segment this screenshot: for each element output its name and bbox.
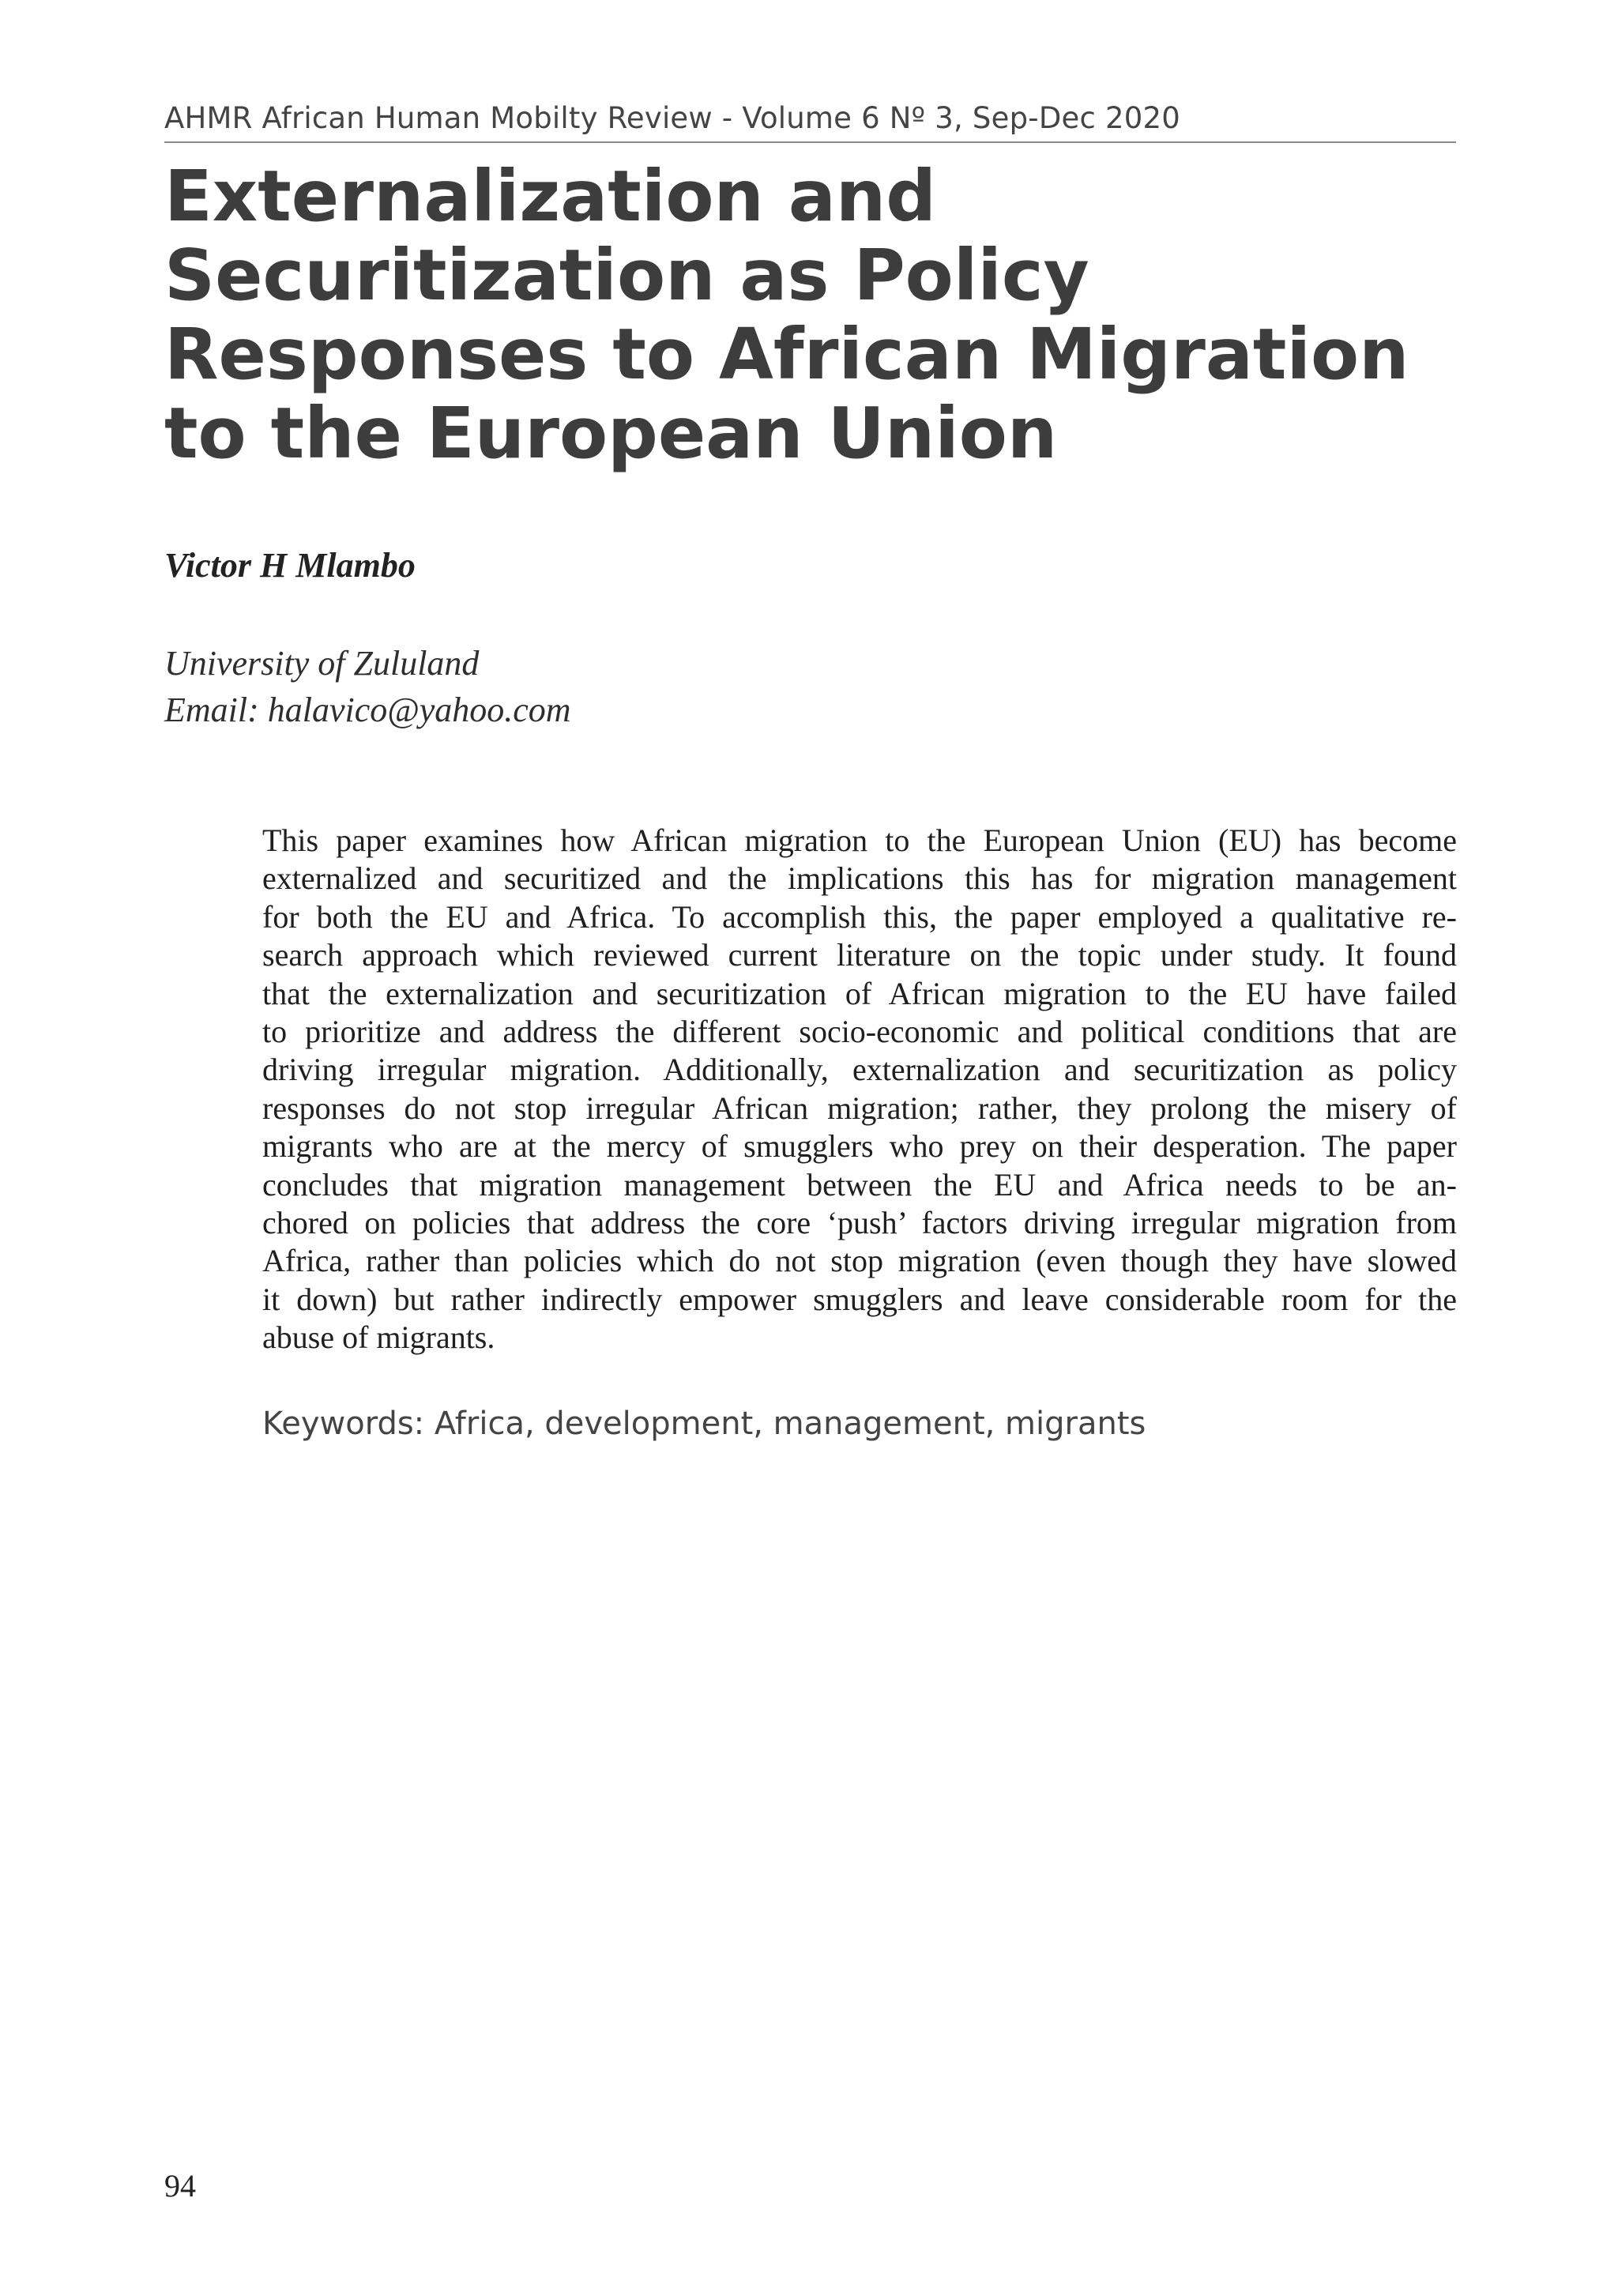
- page-number: 94: [164, 2168, 196, 2204]
- abstract-line: externalized and securitized and the implications this has for migration management: [262, 860, 1457, 897]
- title-line: Responses to African Migration: [164, 313, 1409, 395]
- abstract-line: for both the EU and Africa. To accomplish this, the paper employed a qualitative re-: [262, 898, 1457, 935]
- abstract-line: concludes that migration management between the EU and Africa needs to be an-: [262, 1166, 1457, 1203]
- abstract-line: abuse of migrants.: [262, 1319, 495, 1356]
- title-line: Securitization as Policy: [164, 234, 1089, 316]
- title-line: to the European Union: [164, 392, 1058, 474]
- abstract-line: to prioritize and address the different socio-economic and political conditions that are: [262, 1014, 1457, 1050]
- abstract-line: chored on policies that address the core ‘push’ factors driving irregular migration from: [262, 1205, 1457, 1241]
- abstract-line: that the externalization and securitization of African migration to the EU have failed: [262, 975, 1457, 1011]
- article-title: [164, 156, 1507, 472]
- abstract-line: This paper examines how African migration to the European Union (EU) has become: [262, 822, 1457, 858]
- abstract-line: Africa, rather than policies which do not stop migration (even though they have slowed: [262, 1243, 1457, 1279]
- author-affiliation-block: [164, 640, 571, 733]
- abstract-line: migrants who are at the mercy of smugglers who prey on their desperation. The paper: [262, 1128, 1457, 1165]
- abstract: [262, 822, 1457, 1357]
- title-line: Externalization and: [164, 155, 936, 237]
- author-name: Victor H Mlambo: [164, 546, 416, 585]
- running-header: AHMR African Human Mobilty Review - Volume 6 Nº 3, Sep-Dec 2020: [164, 101, 1180, 135]
- affiliation: University of Zululand: [164, 644, 480, 683]
- abstract-line: it down) but rather indirectly empower smugglers and leave considerable room for the: [262, 1281, 1457, 1317]
- abstract-line: search approach which reviewed current literature on the topic under study. It found: [262, 937, 1457, 973]
- abstract-line: driving irregular migration. Additionally, externalization and securitization as policy: [262, 1052, 1457, 1088]
- keywords: Keywords: Africa, development, management, migrants: [262, 1406, 1146, 1442]
- author-email: Email: halavico@yahoo.com: [164, 691, 571, 729]
- header-divider: [164, 141, 1456, 143]
- abstract-line: responses do not stop irregular African migration; rather, they prolong the misery of: [262, 1090, 1457, 1126]
